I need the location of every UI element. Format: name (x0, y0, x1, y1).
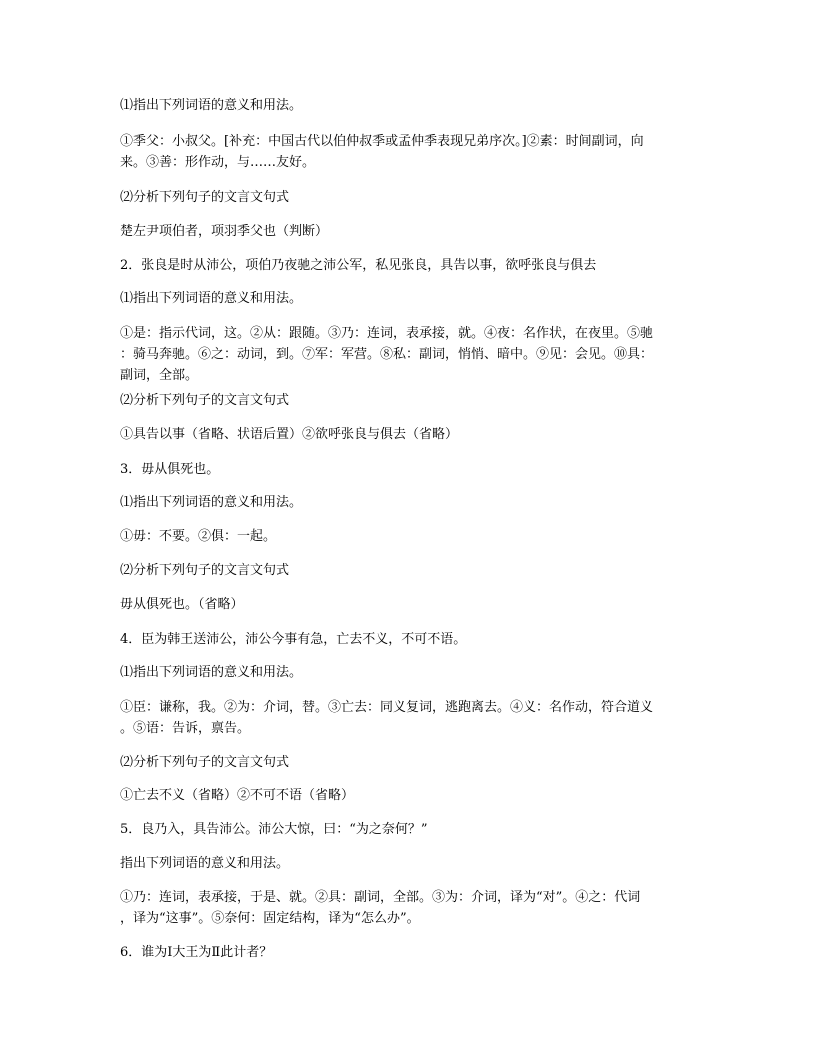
paragraph (120, 390, 696, 411)
paragraph (120, 594, 696, 615)
paragraph (120, 785, 696, 806)
paragraph (120, 95, 696, 116)
text-line: ①毋：不要。②俱：一起。 (120, 529, 277, 544)
paragraph (120, 560, 696, 581)
text-line: 楚左尹项伯者，项羽季父也（判断） (120, 224, 329, 239)
text-line: ⑵分析下列句子的文言文句式 (120, 393, 290, 408)
text-line: ⑵分析下列句子的文言文句式 (120, 190, 290, 205)
paragraph (120, 492, 696, 513)
text-line: ，译为“这事”。⑤奈何：固定结构，译为“怎么办”。 (120, 911, 420, 926)
text-line: 。⑤语：告诉，禀告。 (120, 721, 251, 736)
paragraph (120, 887, 696, 929)
paragraph (120, 323, 696, 386)
paragraph (120, 942, 696, 963)
text-line: 2．张良是时从沛公，项伯乃夜驰之沛公军，私见张良，具告以事，欲呼张良与俱去 (120, 258, 597, 273)
paragraph (120, 752, 696, 773)
paragraph (120, 187, 696, 208)
paragraph (120, 662, 696, 683)
text-line: ①亡去不义（省略）②不可不语（省略） (120, 788, 355, 803)
paragraph (120, 853, 696, 874)
text-line: ⑴指出下列词语的意义和用法。 (120, 291, 303, 306)
text-line: 毋从俱死也。（省略） (120, 597, 244, 612)
text-line: ⑴指出下列词语的意义和用法。 (120, 495, 303, 510)
paragraph (120, 526, 696, 547)
text-line: ⑴指出下列词语的意义和用法。 (120, 98, 303, 113)
text-line: 来。③善：形作动，与……友好。 (120, 155, 316, 170)
text-line: 3．毋从俱死也。 (120, 462, 220, 477)
text-line: ：骑马奔驰。⑥之：动词，到。⑦军：军营。⑧私：副词，悄悄、暗中。⑨见：会见。⑩具： (120, 347, 654, 362)
text-line: ①臣：谦称，我。②为：介词，替。③亡去：同义复词，逃跑离去。④义：名作动，符合道义 (120, 700, 654, 715)
paragraph (120, 819, 696, 840)
paragraph (120, 255, 696, 276)
paragraph (120, 459, 696, 480)
paragraph (120, 221, 696, 242)
text-line: ⑵分析下列句子的文言文句式 (120, 563, 290, 578)
text-line: ①是：指示代词，这。②从：跟随。③乃：连词，表承接，就。④夜：名作状，在夜里。⑤驰 (120, 326, 654, 341)
paragraph (120, 629, 696, 650)
text-line: 副词，全部。 (120, 368, 199, 383)
text-line: ①季父：小叔父。[补充：中国古代以伯仲叔季或孟仲季表现兄弟序次。]②素：时间副词，向 (120, 134, 644, 149)
paragraph (120, 131, 696, 173)
text-line: 5．良乃入，具告沛公。沛公大惊，曰：“为之奈何？” (120, 822, 428, 837)
paragraph (120, 288, 696, 309)
text-line: ⑴指出下列词语的意义和用法。 (120, 665, 303, 680)
paragraph (120, 697, 696, 739)
paragraph (120, 424, 696, 445)
text-line: 6．谁为Ⅰ大王为Ⅱ此计者？ (120, 945, 273, 960)
text-line: 4．臣为韩王送沛公，沛公今事有急，亡去不义，不可不语。 (120, 632, 467, 647)
text-line: 指出下列词语的意义和用法。 (120, 856, 290, 871)
text-line: ①乃：连词，表承接，于是、就。②具：副词，全部。③为：介词，译为“对”。④之：代词 (120, 890, 641, 905)
text-line: ⑵分析下列句子的文言文句式 (120, 755, 290, 770)
text-line: ①具告以事（省略、状语后置）②欲呼张良与俱去（省略） (120, 427, 459, 442)
